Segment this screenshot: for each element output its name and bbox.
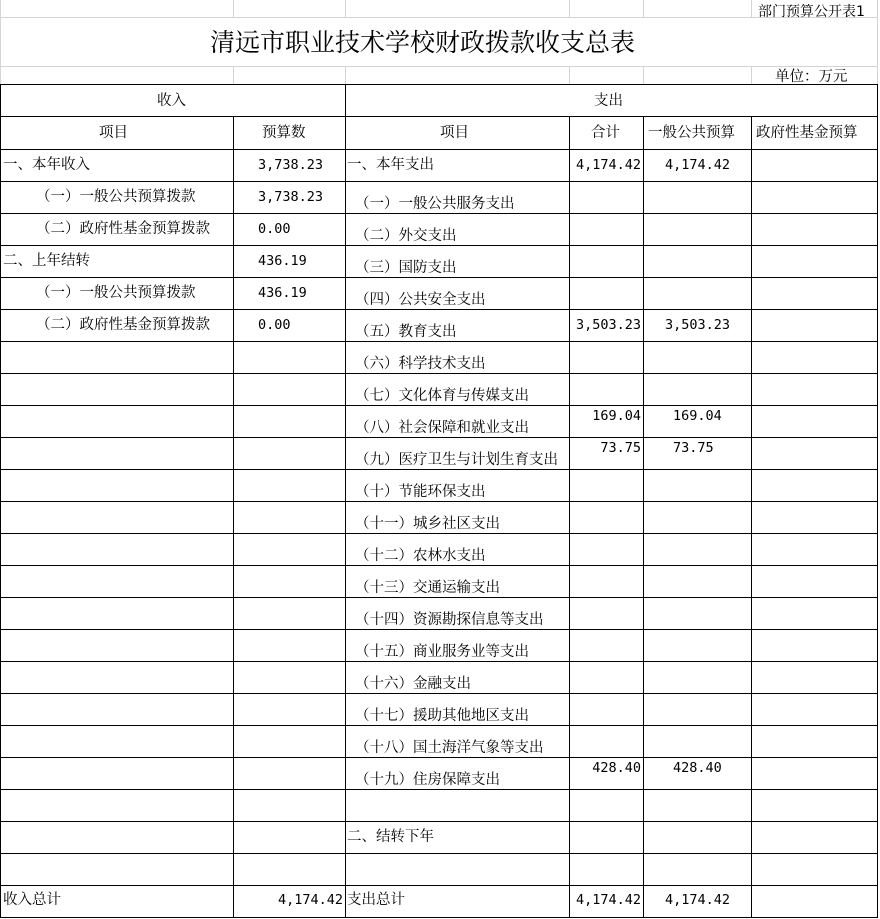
- row-divider: [0, 277, 878, 278]
- row-divider: [0, 405, 878, 406]
- expense-total-label: 支出总计: [347, 892, 405, 908]
- income-item-cell: （二）政府性基金预算拨款: [36, 221, 210, 237]
- expense-item-cell: （十二）农林水支出: [355, 548, 486, 564]
- expense-item-cell: （五）教育支出: [355, 324, 457, 340]
- expense-item-cell: 二、结转下年: [347, 829, 434, 845]
- row-divider: [0, 373, 878, 374]
- table-border-left: [0, 84, 1, 918]
- expense-item-cell: （十六）金融支出: [355, 676, 471, 692]
- col-header-income-item: 项目: [99, 125, 128, 141]
- grid-line-light: [643, 66, 644, 84]
- row-divider: [0, 245, 878, 246]
- column-divider: [643, 116, 644, 918]
- expense-item-cell: （十）节能环保支出: [355, 484, 486, 500]
- row-divider: [0, 853, 878, 854]
- income-amount-cell: 3,738.23: [258, 157, 324, 173]
- expense-item-cell: （十三）交通运输支出: [355, 580, 500, 596]
- expense-general-cell: 73.75: [673, 440, 714, 456]
- expense-section-header: 支出: [594, 93, 623, 109]
- expense-item-cell: （七）文化体育与传媒支出: [355, 388, 529, 404]
- row-divider: [0, 693, 878, 694]
- table-border-right: [877, 84, 878, 918]
- grid-line-light: [751, 0, 752, 17]
- expense-item-cell: （十八）国土海洋气象等支出: [355, 740, 544, 756]
- row-divider: [0, 821, 878, 822]
- income-item-cell: （二）政府性基金预算拨款: [36, 317, 210, 333]
- income-amount-cell: 0.00: [258, 221, 291, 237]
- expense-item-cell: （十一）城乡社区支出: [355, 516, 500, 532]
- row-divider: [0, 885, 878, 886]
- income-item-cell: 一、本年收入: [3, 157, 90, 173]
- income-amount-cell: 436.19: [258, 285, 307, 301]
- expense-total-cell: 73.75: [600, 440, 641, 456]
- expense-item-cell: 一、本年支出: [347, 157, 434, 173]
- expense-total-cell: 4,174.42: [575, 157, 641, 173]
- expense-item-cell: （二）外交支出: [355, 228, 457, 244]
- grid-line-light: [569, 0, 570, 17]
- grid-line-light: [345, 0, 346, 17]
- expense-item-cell: （一）一般公共服务支出: [355, 196, 515, 212]
- row-divider: [0, 565, 878, 566]
- expense-general-cell: 169.04: [673, 408, 722, 424]
- row-divider: [0, 597, 878, 598]
- unit-label: 单位：万元: [775, 69, 848, 85]
- expense-item-cell: （十四）资源勘探信息等支出: [355, 612, 544, 628]
- expense-total-total: 4,174.42: [575, 892, 641, 908]
- grid-line-light: [233, 66, 234, 84]
- row-divider: [0, 661, 878, 662]
- row-divider: [0, 309, 878, 310]
- row-divider: [0, 917, 878, 918]
- form-code: 部门预算公开表1: [758, 4, 865, 20]
- col-header-total: 合计: [591, 125, 620, 141]
- income-section-header: 收入: [157, 93, 186, 109]
- expense-item-cell: （十九）住房保障支出: [355, 772, 500, 788]
- grid-line-light: [0, 66, 877, 67]
- expense-item-cell: （八）社会保障和就业支出: [355, 420, 529, 436]
- expense-general-cell: 3,503.23: [665, 317, 731, 333]
- col-header-income-amount: 预算数: [262, 125, 306, 141]
- income-amount-cell: 436.19: [258, 253, 307, 269]
- expense-general-cell: 4,174.42: [665, 157, 731, 173]
- expense-item-cell: （四）公共安全支出: [355, 292, 486, 308]
- row-divider: [0, 501, 878, 502]
- expense-item-cell: （六）科学技术支出: [355, 356, 486, 372]
- column-divider: [569, 116, 570, 918]
- expense-total-cell: 3,503.23: [575, 317, 641, 333]
- income-item-cell: （一）一般公共预算拨款: [36, 189, 196, 205]
- header-divider: [0, 116, 878, 117]
- row-divider: [0, 757, 878, 758]
- income-total-label: 收入总计: [3, 892, 61, 908]
- grid-line-light: [643, 0, 644, 17]
- grid-line-light: [751, 66, 752, 84]
- expense-total-cell: 428.40: [592, 760, 641, 776]
- expense-item-cell: （三）国防支出: [355, 260, 457, 276]
- col-header-fund-budget: 政府性基金预算: [756, 125, 858, 141]
- row-divider: [0, 533, 878, 534]
- section-divider: [345, 84, 346, 918]
- table-border-top: [0, 84, 878, 85]
- row-divider: [0, 469, 878, 470]
- income-total-amount: 4,174.42: [277, 892, 343, 908]
- page-title: 清远市职业技术学校财政拨款收支总表: [210, 28, 636, 57]
- column-divider: [233, 116, 234, 918]
- column-divider: [751, 116, 752, 918]
- row-divider: [0, 437, 878, 438]
- expense-total-general: 4,174.42: [665, 892, 731, 908]
- grid-line-light: [233, 0, 234, 17]
- grid-line-light: [0, 0, 1, 84]
- expense-item-cell: （十五）商业服务业等支出: [355, 644, 529, 660]
- grid-line-light: [345, 66, 346, 84]
- col-header-general-budget: 一般公共预算: [648, 125, 735, 141]
- col-header-expense-item: 项目: [440, 125, 469, 141]
- expense-item-cell: （十七）援助其他地区支出: [355, 708, 529, 724]
- row-divider: [0, 149, 878, 150]
- income-item-cell: （一）一般公共预算拨款: [36, 285, 196, 301]
- grid-line-light: [877, 0, 878, 84]
- row-divider: [0, 213, 878, 214]
- row-divider: [0, 629, 878, 630]
- expense-total-cell: 169.04: [592, 408, 641, 424]
- income-amount-cell: 0.00: [258, 317, 291, 333]
- grid-line-light: [569, 66, 570, 84]
- row-divider: [0, 789, 878, 790]
- grid-line-light: [0, 17, 877, 18]
- row-divider: [0, 341, 878, 342]
- expense-general-cell: 428.40: [673, 760, 722, 776]
- row-divider: [0, 725, 878, 726]
- income-item-cell: 二、上年结转: [3, 253, 90, 269]
- income-amount-cell: 3,738.23: [258, 189, 324, 205]
- expense-item-cell: （九）医疗卫生与计划生育支出: [355, 452, 558, 468]
- row-divider: [0, 181, 878, 182]
